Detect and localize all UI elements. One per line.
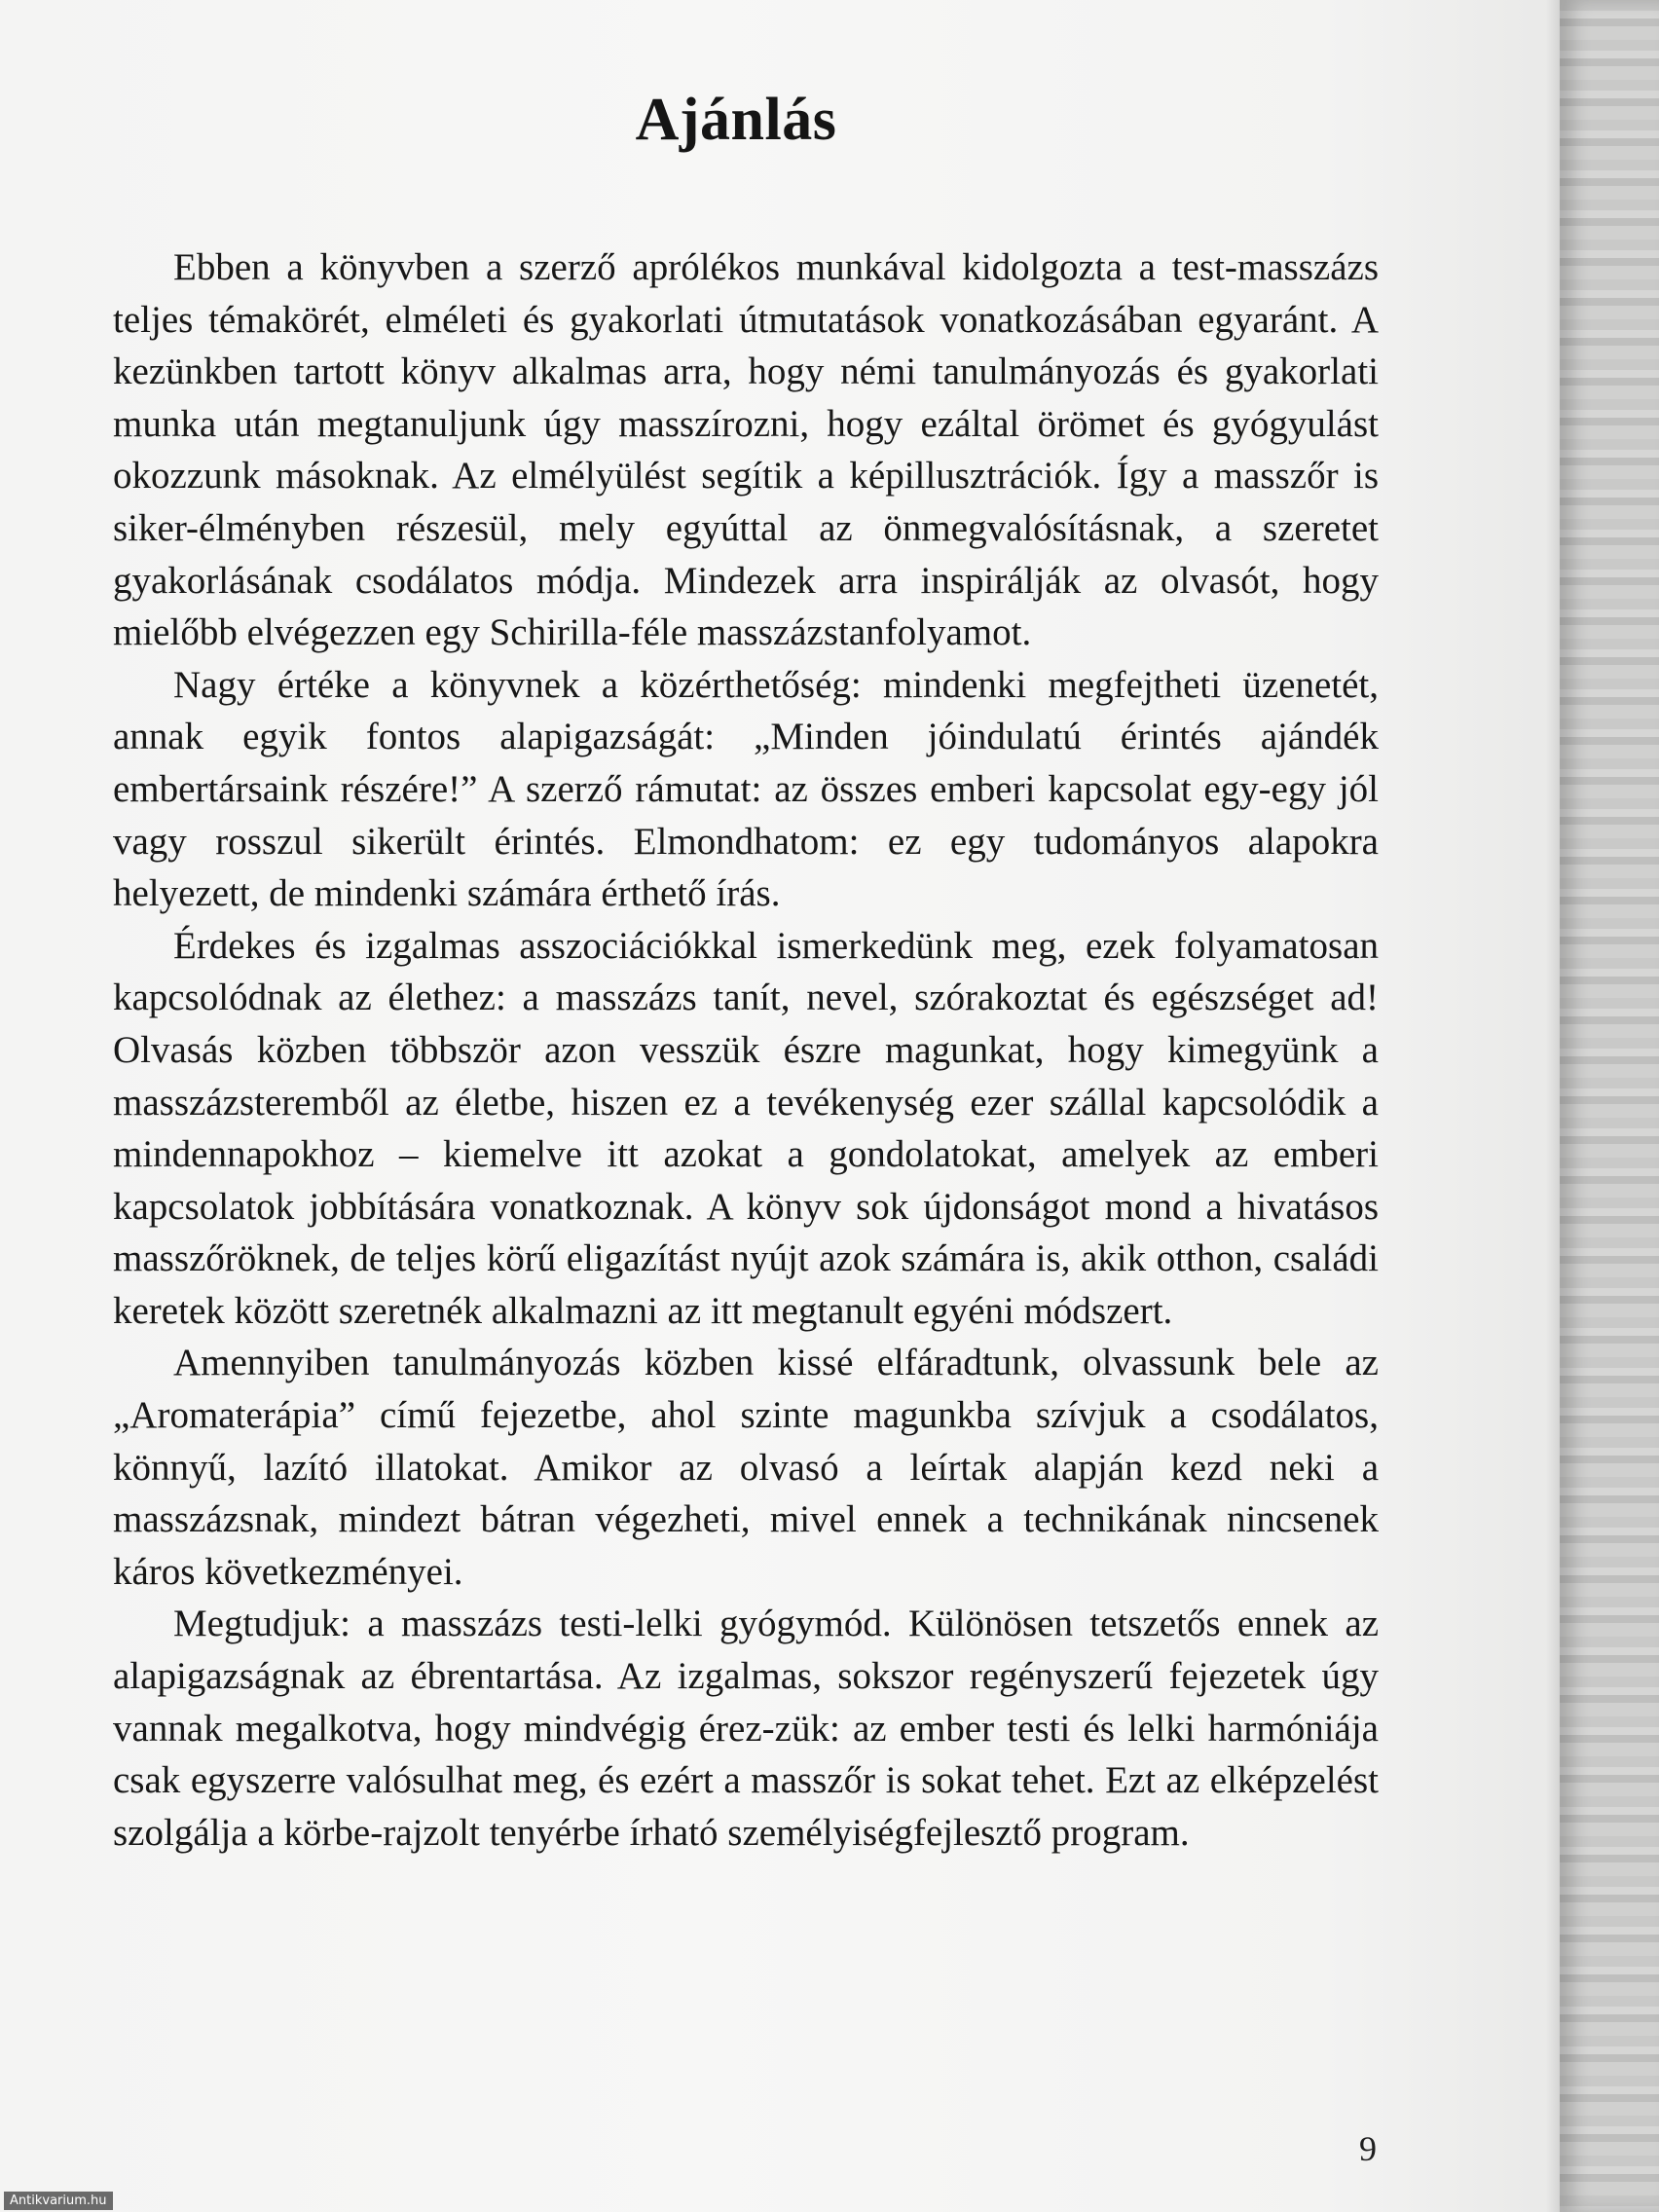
paragraph-4: Amennyiben tanulmányozás közben kissé elfáradtunk, olvassunk bele az „Aromaterápia” című fejezetbe, ahol szinte magunkba szívjuk a csodálatos, könnyű, lazító illatokat. Amikor az olvasó a leírtak alapján kezd neki a masszázsnak, mindezt bátran végezheti, mivel ennek a technikának nincsenek káros következményei.: [113, 1342, 1379, 1593]
page-edges: [1560, 0, 1659, 2212]
page-number: 9: [1359, 2129, 1377, 2168]
paragraph-2: Nagy értéke a könyvnek a közérthetőség: mindenki megfejtheti üzenetét, annak egyik fontos alapigazságát: „Minden jóindulatú érintés ajándék embertársaink részére!” A szerző rámutat: az összes emberi kapcsolat egy-egy jól vagy rosszul sikerült érintés. Elmondhatom: ez egy tudományos alapokra helyezett, de mindenki számára érthető írás.: [113, 663, 1379, 915]
watermark: Antikvarium.hu: [4, 2192, 113, 2210]
paragraph-1: Ebben a könyvben a szerző aprólékos munkával kidolgozta a test-masszázs teljes témakörét, elméleti és gyakorlati útmutatások vonatkozásában egyaránt. A kezünkben tartott könyv alkalmas arra, hogy némi tanulmányozás és gyakorlati munka után megtanuljunk úgy masszírozni, hogy ezáltal örömet és gyógyulást okozzunk másoknak. Az elmélyülést segítik a képillusztrációk. Így a masszőr is siker-élményben részesül, mely egyúttal az önmegvalósításnak, a szeretet gyakorlásának csodálatos módja. Mindezek arra inspirálják az olvasót, hogy mielőbb elvégezzen egy Schirilla-féle masszázstanfolyamot.: [113, 246, 1379, 654]
page-title: Ajánlás: [635, 87, 837, 153]
body-text: [113, 241, 1379, 1859]
paragraph-3: Érdekes és izgalmas asszociációkkal ismerkedünk meg, ezek folyamatosan kapcsolódnak az élethez: a masszázs tanít, nevel, szórakoztat és egészséget ad! Olvasás közben többször azon vesszük észre magunkat, hogy kimegyünk a masszázsteremből az életbe, hiszen ez a tevékenység ezer szállal kapcsolódik a mindennapokhoz – kiemelve itt azokat a gondolatokat, amelyek az emberi kapcsolatok jobbítására vonatkoznak. A könyv sok újdonságot mond a hivatásos masszőröknek, de teljes körű eligazítást nyújt azok számára is, akik otthon, családi keretek között szeretnék alkalmazni az itt megtanult egyéni módszert.: [113, 924, 1379, 1332]
paragraph-5: Megtudjuk: a masszázs testi-lelki gyógymód. Különösen tetszetős ennek az alapigazságnak az ébrentartása. Az izgalmas, sokszor regényszerű fejezetek úgy vannak megalkotva, hogy mindvégig érez-zük: az ember testi és lelki harmóniája csak egyszerre valósulhat meg, és ezért a masszőr is sokat tehet. Ezt az elképzelést szolgálja a körbe-rajzolt tenyérbe írható személyiségfejlesztő program.: [113, 1603, 1379, 1854]
